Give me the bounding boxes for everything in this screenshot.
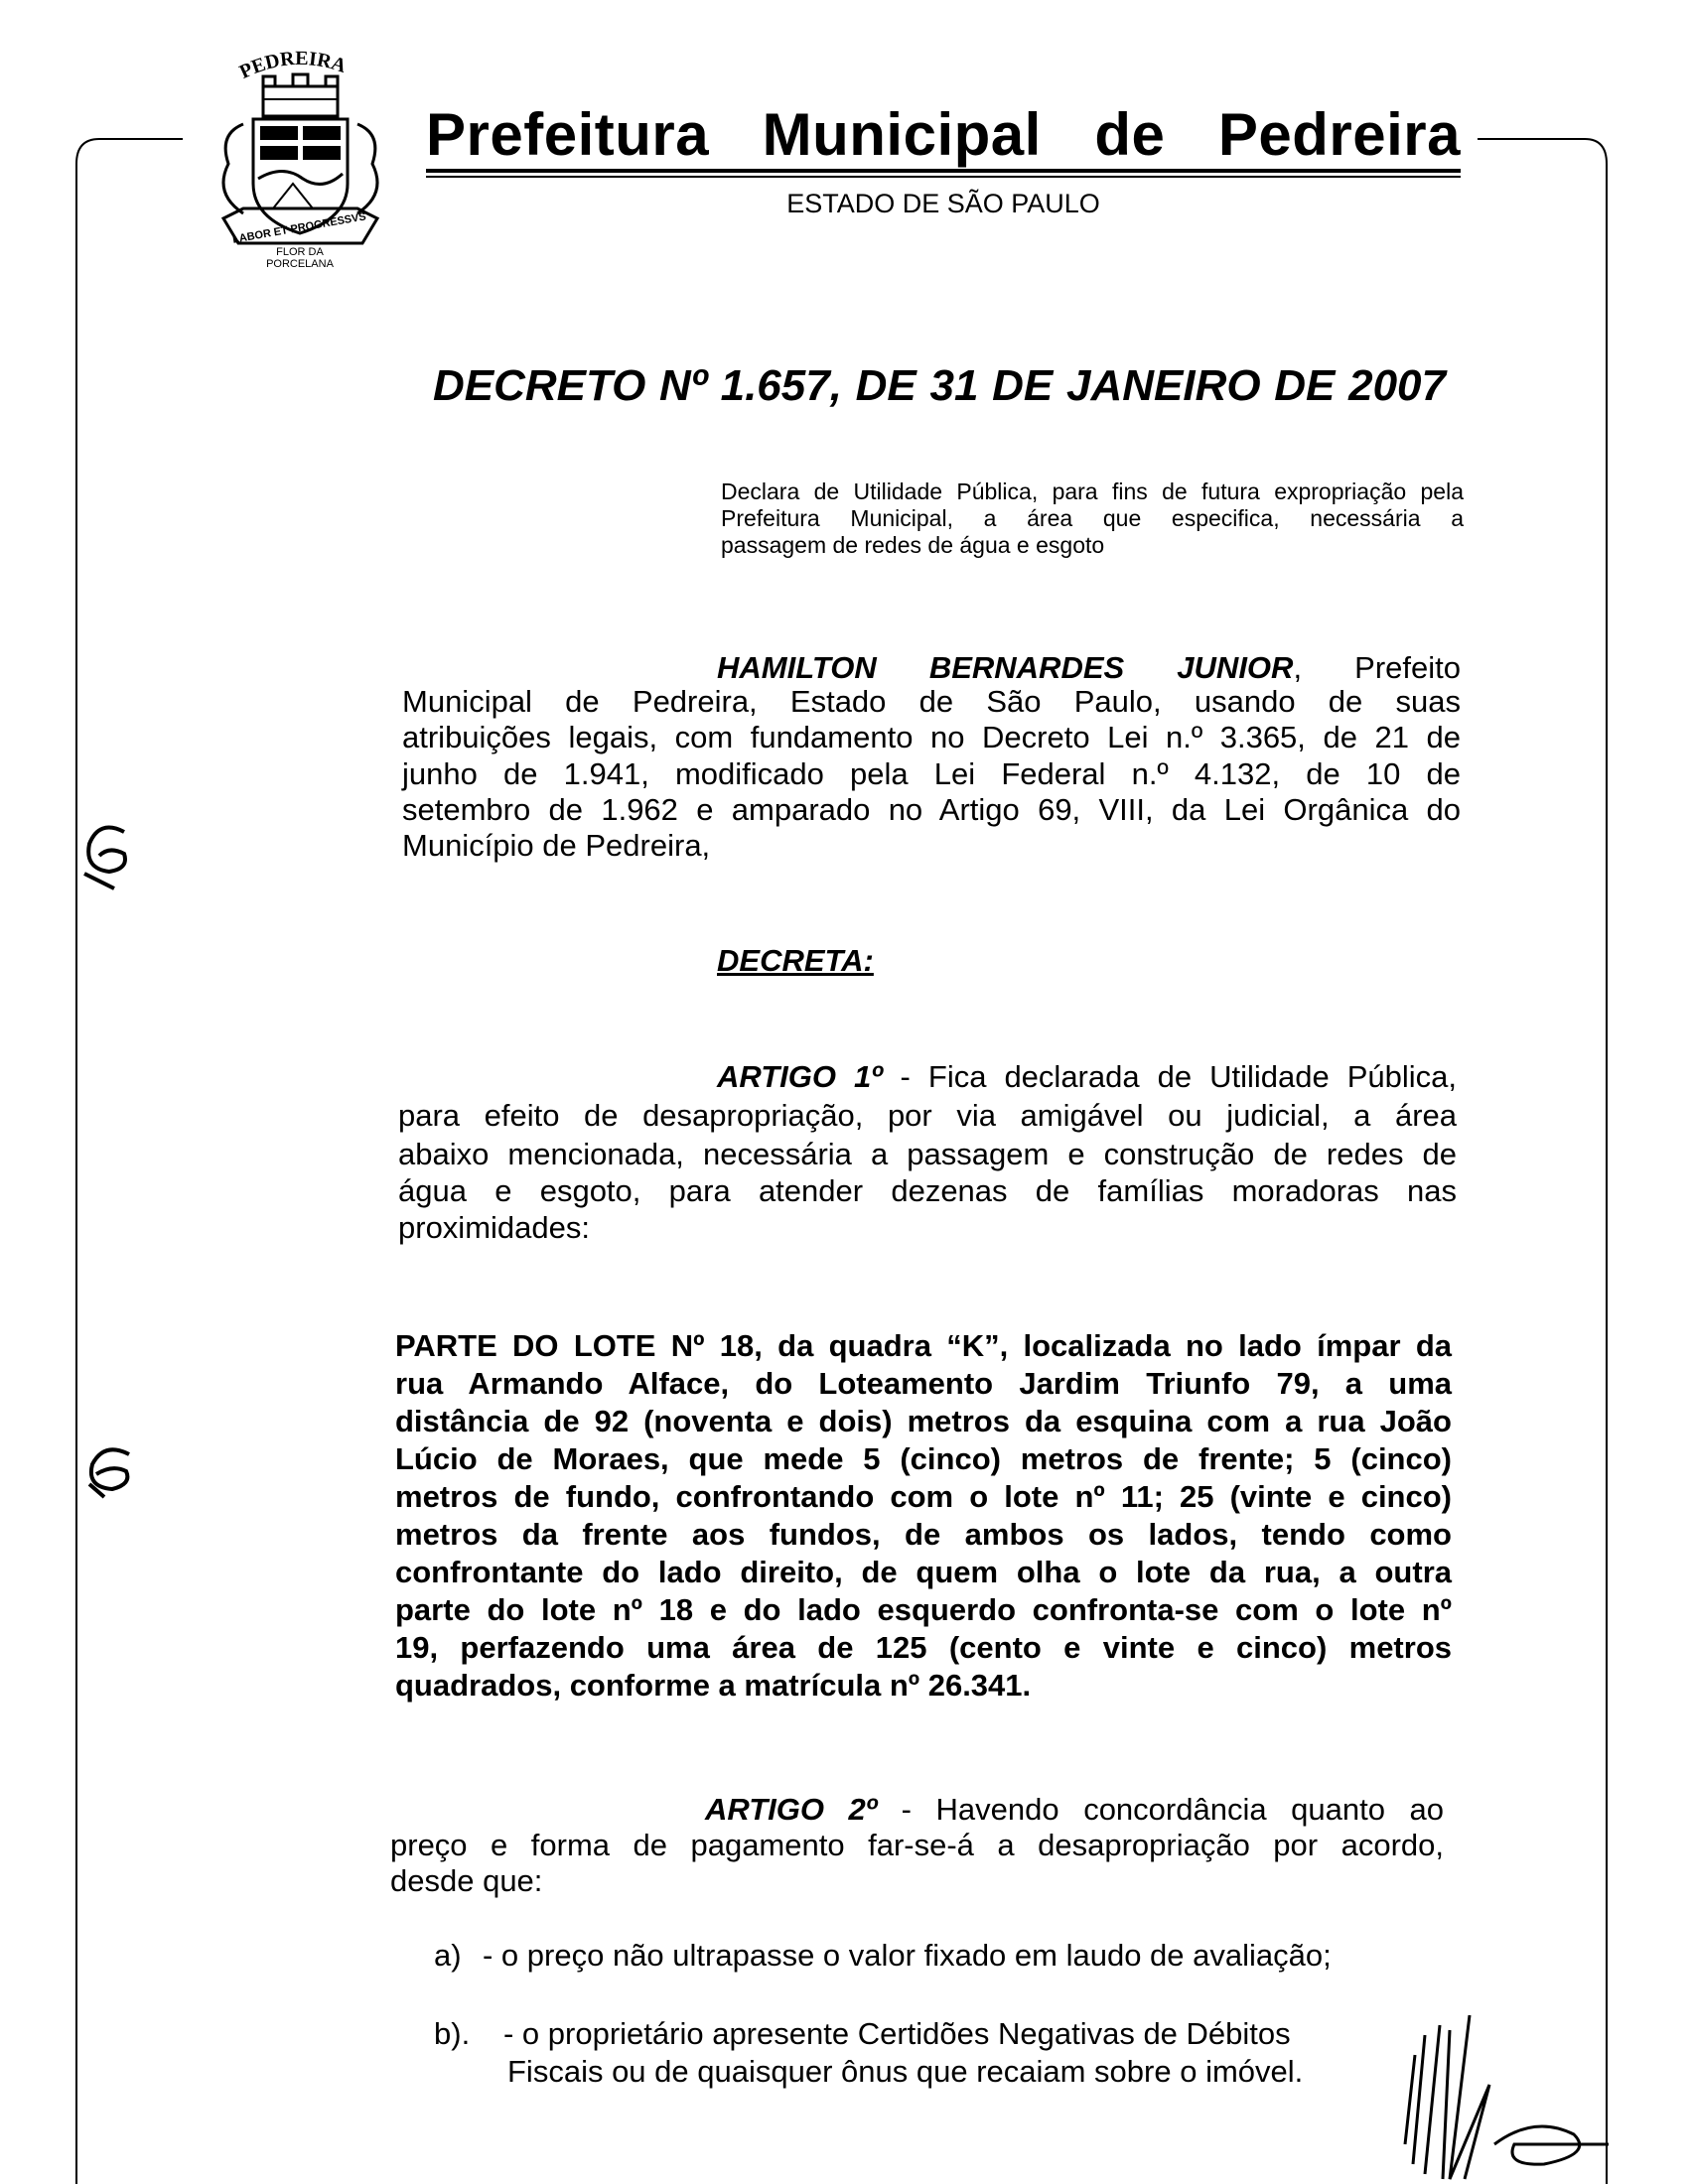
- article1-first-line: [717, 1059, 1457, 1095]
- preamble-first-line: [717, 650, 1461, 686]
- property-line: quadrados, conforme a matrícula nº 26.341.: [395, 1668, 1032, 1703]
- preamble-line: Município de Pedreira,: [402, 828, 711, 863]
- article1-first-line-text: - Fica declarada de Utilidade Pública,: [882, 1059, 1457, 1094]
- item-a-marker: a): [434, 1938, 462, 1973]
- article2-label: ARTIGO 2º: [705, 1792, 878, 1827]
- article1-label: ARTIGO 1º: [717, 1059, 883, 1094]
- property-line: 19, perfazendo uma área de 125 (cento e vinte e cinco) metros: [395, 1630, 1452, 1665]
- mayor-name: HAMILTON BERNARDES JUNIOR: [717, 650, 1294, 685]
- article1-line: para efeito de desapropriação, por via amigável ou judicial, a área: [398, 1098, 1457, 1133]
- state-subtitle: ESTADO DE SÃO PAULO: [786, 189, 1100, 218]
- decreta-heading: DECRETA:: [717, 943, 874, 978]
- coat-of-arms-logo: [204, 45, 397, 268]
- property-line: PARTE DO LOTE Nº 18, da quadra “K”, localizada no lado ímpar da: [395, 1328, 1452, 1363]
- property-line: distância de 92 (noventa e dois) metros da esquina com a rua João: [395, 1404, 1452, 1438]
- margin-initial-mark: [74, 814, 144, 893]
- article1-line: abaixo mencionada, necessária a passagem e construção de redes de: [398, 1137, 1457, 1171]
- property-line: confrontante do lado direito, de quem olha o lote da rua, a outra: [395, 1555, 1452, 1589]
- decree-title: DECRETO Nº 1.657, DE 31 DE JANEIRO DE 2007: [433, 361, 1446, 410]
- svg-text:PEDREIRA: PEDREIRA: [235, 47, 350, 83]
- property-line: metros de fundo, confrontando com o lote nº 11; 25 (vinte e cinco): [395, 1479, 1452, 1514]
- preamble-line: Municipal de Pedreira, Estado de São Paulo, usando de suas: [402, 684, 1461, 719]
- preamble-line: atribuições legais, com fundamento no Decreto Lei n.º 3.365, de 21 de: [402, 720, 1461, 754]
- property-line: rua Armando Alface, do Loteamento Jardim Triunfo 79, a uma: [395, 1366, 1452, 1401]
- property-line: metros da frente aos fundos, de ambos os lados, tendo como: [395, 1517, 1452, 1552]
- item-b-text-cont: Fiscais ou de quaisquer ônus que recaiam sobre o imóvel.: [507, 2054, 1304, 2089]
- preamble-first-line-text: , Prefeito: [1293, 650, 1461, 685]
- svg-text:LABOR ET PROGRESSVS: LABOR ET PROGRESSVS: [231, 210, 367, 246]
- svg-text:PORCELANA: PORCELANA: [266, 258, 334, 268]
- property-line: parte do lote nº 18 e do lado esquerdo confronta-se com o lote nº: [395, 1592, 1452, 1627]
- property-line: Lúcio de Moraes, que mede 5 (cinco) metros de frente; 5 (cinco): [395, 1441, 1452, 1476]
- article2-first-line: [705, 1792, 1444, 1828]
- summary-line: passagem de redes de água e esgoto: [721, 532, 1105, 558]
- title-rule: [426, 169, 1461, 173]
- article2-first-line-text: - Havendo concordância quanto ao: [877, 1792, 1444, 1827]
- item-b-marker: b).: [434, 2016, 471, 2051]
- svg-text:FLOR DA: FLOR DA: [276, 246, 324, 258]
- preamble-line: junho de 1.941, modificado pela Lei Federal n.º 4.132, de 10 de: [402, 756, 1461, 791]
- article2-line: preço e forma de pagamento far-se-á a desapropriação por acordo,: [390, 1828, 1444, 1862]
- article1-line: água e esgoto, para atender dezenas de famílias moradoras nas: [398, 1173, 1457, 1208]
- article2-line: desde que:: [390, 1863, 543, 1898]
- municipality-title: Prefeitura Municipal de Pedreira: [426, 101, 1461, 168]
- summary-line: Declara de Utilidade Pública, para fins de futura expropriação pela: [721, 478, 1464, 504]
- summary-line: Prefeitura Municipal, a área que especifica, necessária a: [721, 505, 1464, 531]
- preamble-line: setembro de 1.962 e amparado no Artigo 69, VIII, da Lei Orgânica do: [402, 792, 1461, 827]
- margin-initial-mark: [74, 1439, 144, 1504]
- item-a-text: - o preço não ultrapasse o valor fixado em laudo de avaliação;: [483, 1938, 1332, 1973]
- title-rule-thin: [426, 176, 1461, 178]
- item-b-text: - o proprietário apresente Certidões Negativas de Débitos: [503, 2016, 1291, 2051]
- signature: [1395, 1995, 1614, 2184]
- article1-line: proximidades:: [398, 1210, 590, 1245]
